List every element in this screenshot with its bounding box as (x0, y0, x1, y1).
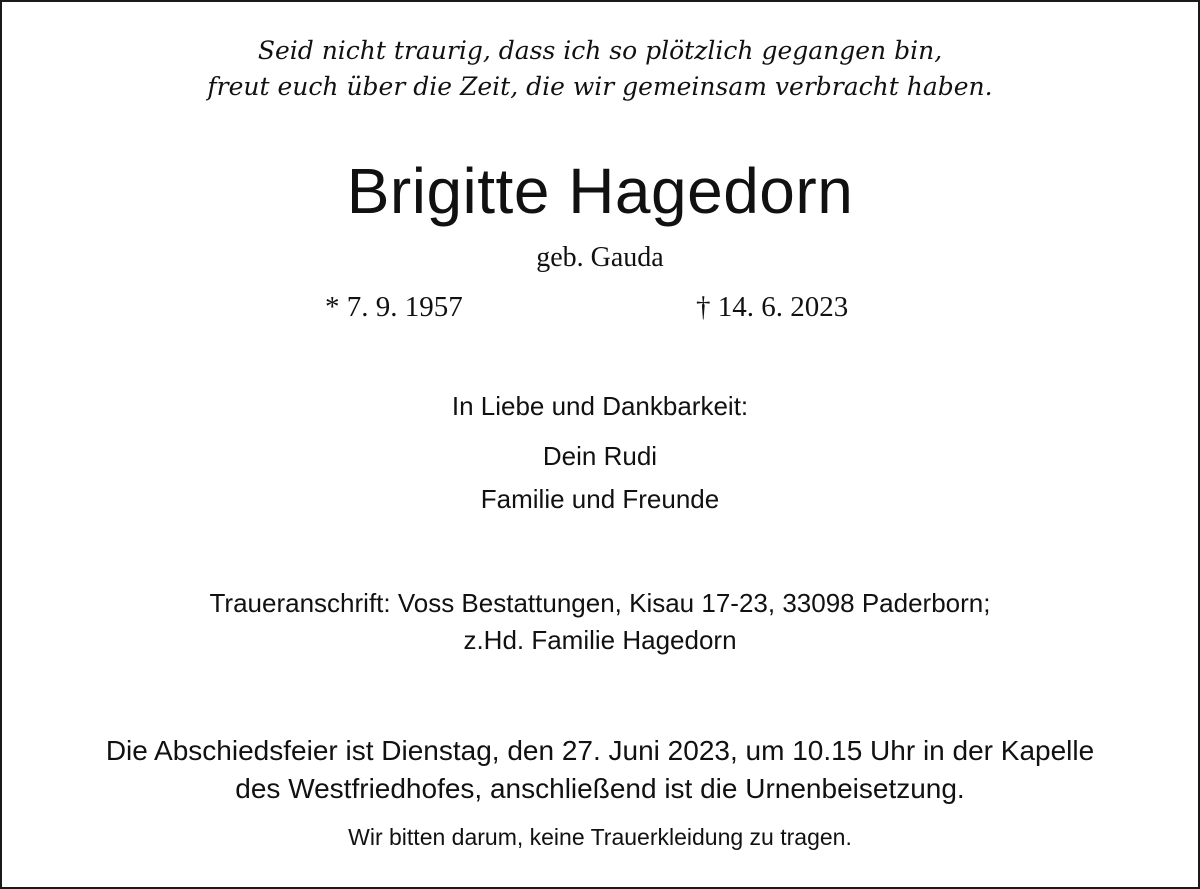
birth-date: * 7. 9. 1957 (325, 291, 463, 323)
mourner-line-1: Dein Rudi (542, 441, 658, 471)
motto-line-2: freut euch über die Zeit, die wir gemeinsam verbracht haben. (207, 72, 993, 101)
death-date: † 14. 6. 2023 (696, 291, 849, 323)
maiden-name: geb. Gauda (536, 242, 664, 273)
motto-line-1: Seid nicht traurig, dass ich so plötzlich gegangen bin, (257, 36, 943, 65)
mourner-line-2: Familie und Freunde (480, 484, 720, 514)
ceremony-line-1: Die Abschiedsfeier ist Dienstag, den 27. Juni 2023, um 10.15 Uhr in der Kapelle (105, 735, 1095, 766)
mourners-intro: In Liebe und Dankbarkeit: (451, 391, 749, 421)
dress-code-note: Wir bitten darum, keine Trauerkleidung zu tragen. (348, 824, 852, 850)
address-line-2: z.Hd. Familie Hagedorn (463, 625, 737, 655)
address-line-1: Traueranschrift: Voss Bestattungen, Kisau 17-23, 33098 Paderborn; (209, 588, 991, 618)
deceased-name: Brigitte Hagedorn (346, 155, 854, 227)
ceremony-line-2: des Westfriedhofes, anschließend ist die Urnenbeisetzung. (235, 773, 965, 804)
